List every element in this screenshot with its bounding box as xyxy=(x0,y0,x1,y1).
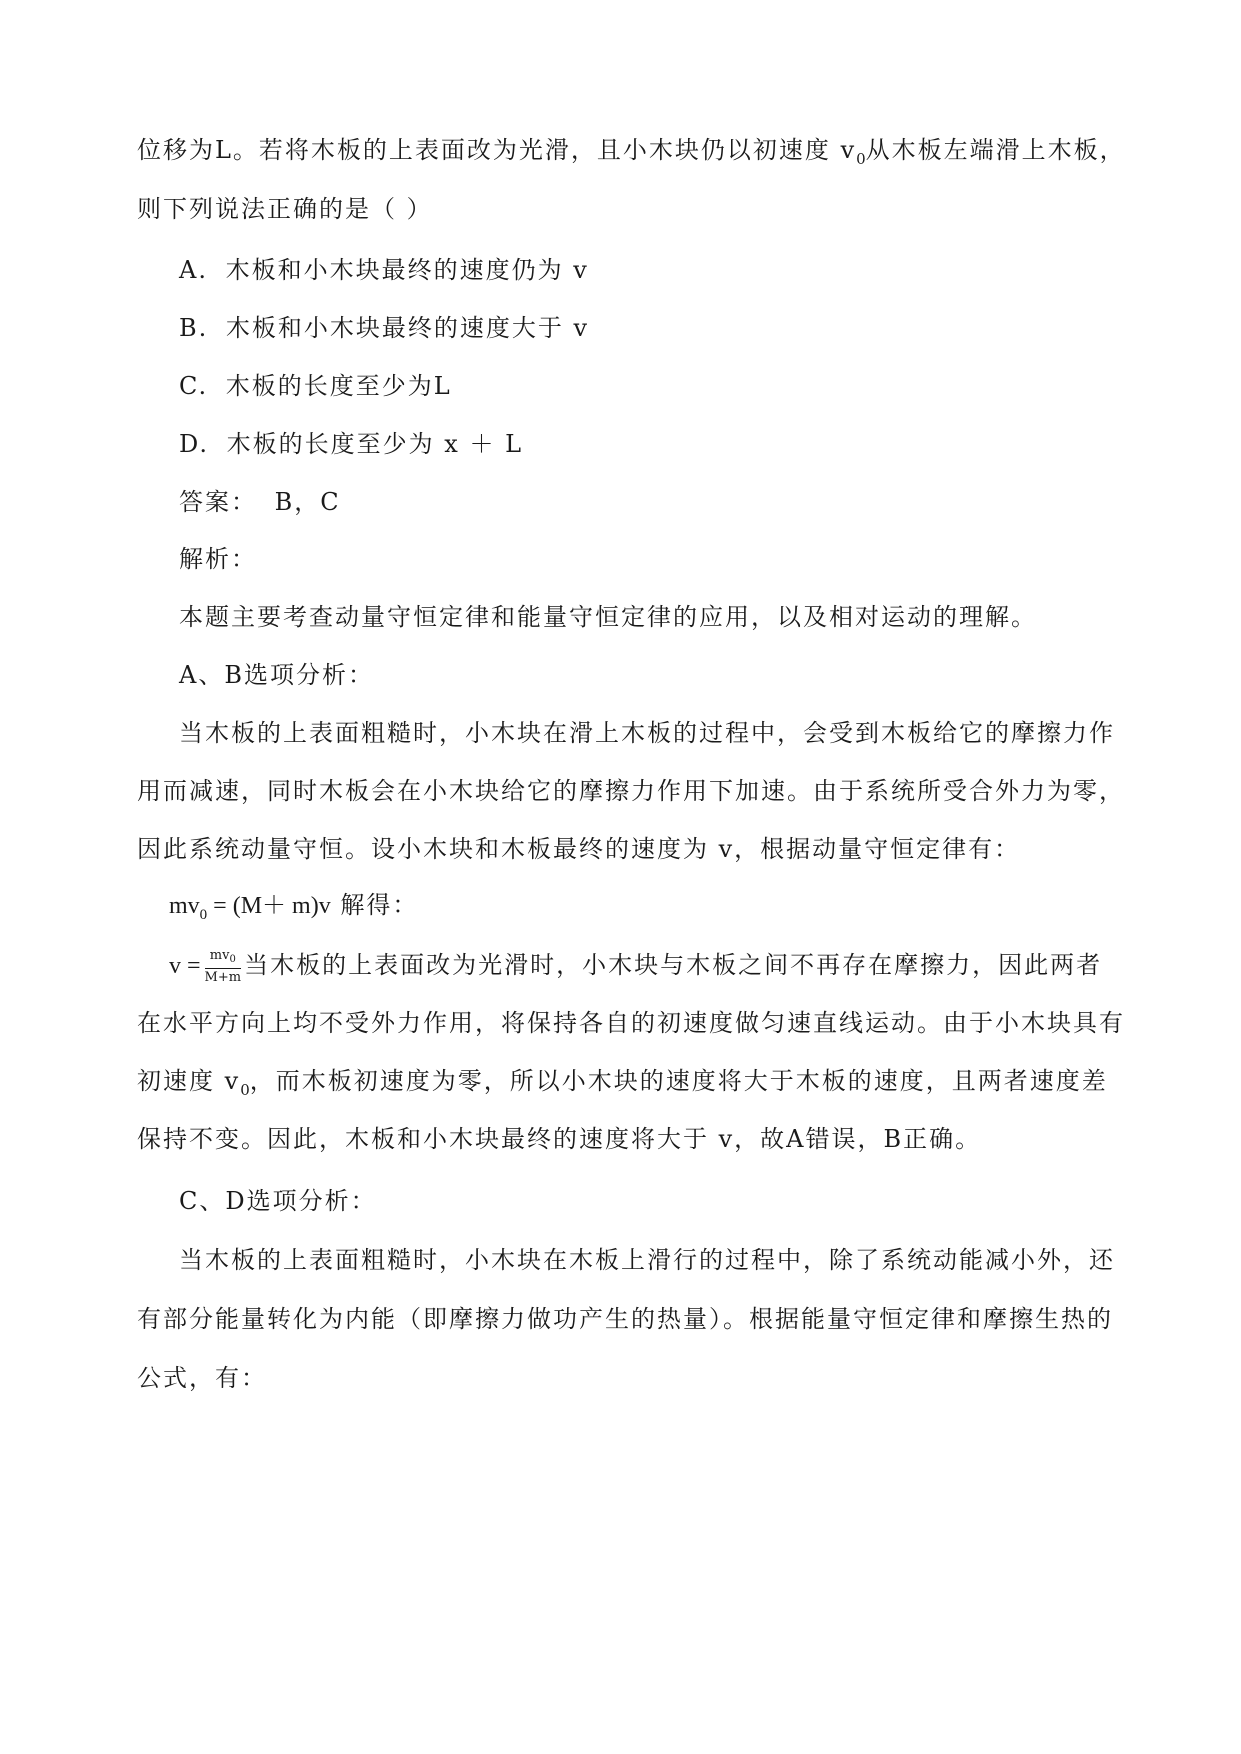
cd-paragraph-1-line-1: 当木板的上表面粗糙时，小木块在木板上滑行的过程中，除了系统动能减小外，还 xyxy=(179,1246,1115,1274)
formula-left: mv xyxy=(169,893,200,919)
option-d-text: 木板的长度至少为 x ＋ L xyxy=(226,430,524,458)
option-c-label: C. xyxy=(179,372,209,400)
ab-p2-l3-after: ，而木板初速度为零，所以小木块的速度将大于木板的速度，且两者速度差 xyxy=(249,1067,1108,1095)
ab-paragraph-1-line-3: 因此系统动量守恒。设小木块和木板最终的速度为 v，根据动量守恒定律有： xyxy=(137,835,1021,863)
question-line-2: 则下列说法正确的是（ ） xyxy=(137,195,433,223)
option-a xyxy=(179,250,589,290)
ab-paragraph-2-line-2: 在水平方向上均不受外力作用，将保持各自的初速度做匀速直线运动。由于小木块具有 xyxy=(137,1009,1125,1037)
ab-paragraph-1-line-2: 用而减速，同时木板会在小木块给它的摩擦力作用下加速。由于系统所受合外力为零， xyxy=(137,777,1125,805)
cd-paragraph-1-line-3: 公式，有： xyxy=(137,1364,267,1392)
fraction-denominator: M+m xyxy=(204,970,242,985)
formula-velocity-line xyxy=(169,945,1102,986)
v0-subscript: 0 xyxy=(856,150,866,168)
option-b xyxy=(179,308,589,348)
option-a-label: A. xyxy=(179,256,208,284)
cd-heading: C、D选项分析： xyxy=(179,1187,377,1215)
analysis-heading: 解析： xyxy=(179,545,257,573)
answer-label: 答案： xyxy=(179,488,257,516)
formula-v-prefix: v = xyxy=(169,953,201,979)
option-a-text: 木板和小木块最终的速度仍为 v xyxy=(225,256,589,284)
formula-momentum xyxy=(169,885,418,935)
option-c xyxy=(179,366,452,406)
formula-suffix: 解得： xyxy=(330,891,419,919)
question-text-before-v0: 位移为L。若将木板的上表面改为光滑，且小木块仍以初速度 v xyxy=(137,136,857,164)
formula-left-subscript: 0 xyxy=(199,907,208,923)
ab-p2-l3-subscript: 0 xyxy=(240,1081,250,1099)
option-c-text: 木板的长度至少为L xyxy=(225,372,452,400)
option-d-label: D. xyxy=(179,430,210,458)
ab-heading: A、B选项分析： xyxy=(179,661,374,689)
cd-paragraph-1-line-2: 有部分能量转化为内能（即摩擦力做功产生的热量）。根据能量守恒定律和摩擦生热的 xyxy=(137,1305,1113,1333)
answer-value: B，C xyxy=(274,488,341,516)
option-d xyxy=(179,424,523,464)
analysis-intro: 本题主要考查动量守恒定律和能量守恒定律的应用，以及相对运动的理解。 xyxy=(179,603,1037,631)
ab-paragraph-2-line-1: 当木板的上表面改为光滑时，小木块与木板之间不再存在摩擦力，因此两者 xyxy=(244,951,1103,979)
question-text-after-v0: 从木板左端滑上木板， xyxy=(865,136,1126,164)
fraction-numerator-text: mv xyxy=(209,948,230,963)
option-b-text: 木板和小木块最终的速度大于 v xyxy=(225,314,590,342)
fraction-mv0-over-mplusm xyxy=(205,948,242,985)
option-b-label: B. xyxy=(179,314,209,342)
formula-right: = (M＋ m)v xyxy=(207,893,331,919)
ab-p2-l3-before: 初速度 v xyxy=(137,1067,241,1095)
question-line-1 xyxy=(137,130,1126,179)
answer-line xyxy=(179,482,341,522)
fraction-numerator-subscript: 0 xyxy=(229,954,236,965)
ab-paragraph-1-line-1: 当木板的上表面粗糙时，小木块在滑上木板的过程中，会受到木板给它的摩擦力作 xyxy=(179,719,1115,747)
ab-paragraph-2-line-4: 保持不变。因此，木板和小木块最终的速度将大于 v，故A错误，B正确。 xyxy=(137,1125,982,1153)
fraction-numerator xyxy=(205,948,242,969)
ab-paragraph-2-line-3 xyxy=(137,1061,1108,1110)
